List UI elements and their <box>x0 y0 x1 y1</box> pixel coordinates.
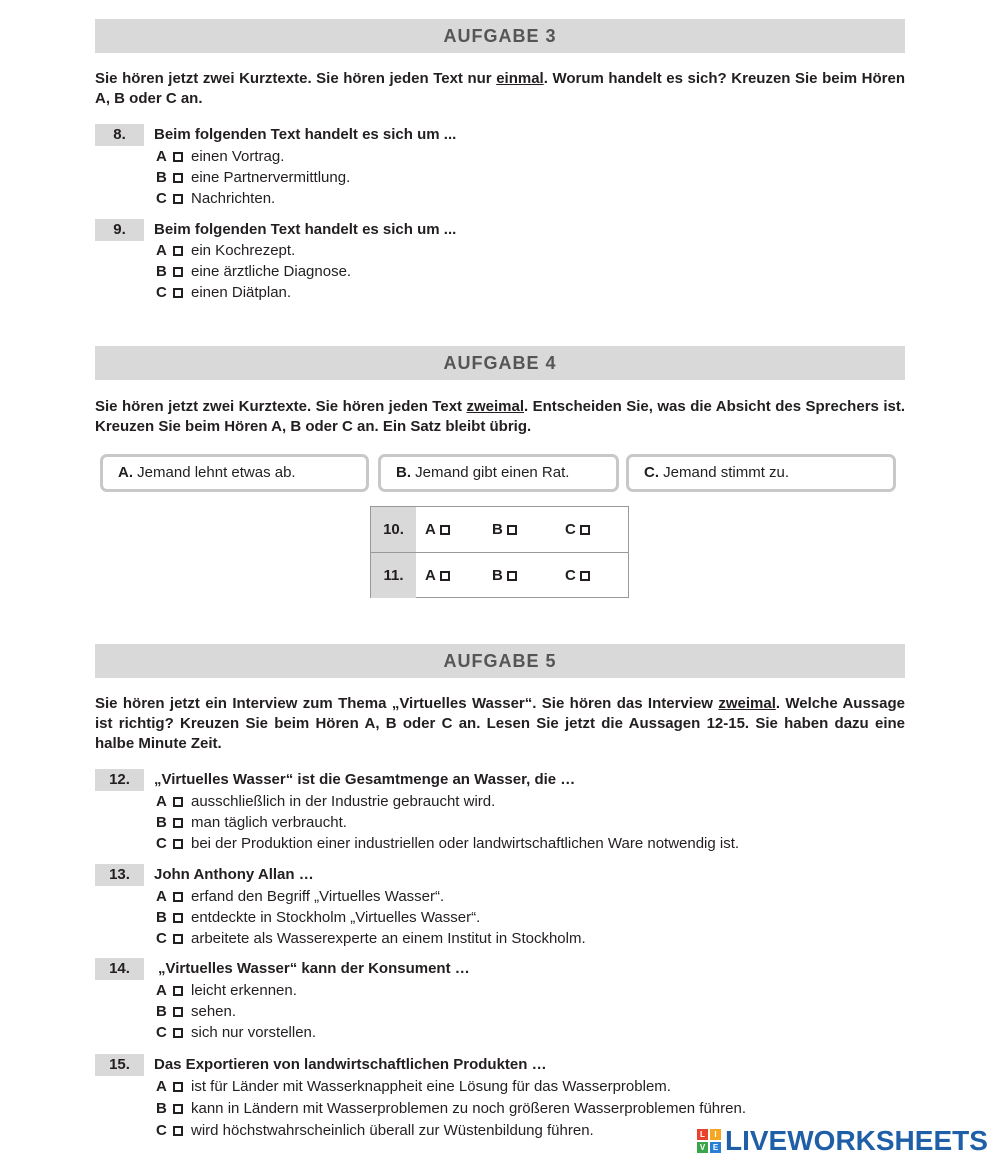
question-15-option-a[interactable]: A ist für Länder mit Wasserknappheit eine Lösung für das Wasserproblem. <box>156 1078 671 1095</box>
question-13-number: 13. <box>95 864 144 886</box>
checkbox-icon[interactable] <box>173 1028 183 1038</box>
checkbox-icon[interactable] <box>173 934 183 944</box>
choice-b-box: B. Jemand gibt einen Rat. <box>378 454 619 492</box>
checkbox-icon[interactable] <box>173 913 183 923</box>
answer-10-option-c[interactable]: C <box>565 507 598 552</box>
logo-grid-icon: L I V E <box>697 1129 721 1153</box>
question-9-option-c[interactable]: C einen Diätplan. <box>156 284 292 301</box>
question-9-option-a[interactable]: A ein Kochrezept. <box>156 242 296 259</box>
checkbox-icon[interactable] <box>173 797 183 807</box>
answer-row-number: 11. <box>371 553 416 598</box>
checkbox-icon[interactable] <box>173 267 183 277</box>
answer-row-number: 10. <box>371 507 416 552</box>
answer-row-11 <box>371 552 628 598</box>
question-8-number: 8. <box>95 124 144 146</box>
answer-row-10 <box>371 507 628 552</box>
aufgabe-4-title: AUFGABE 4 <box>95 346 905 380</box>
checkbox-icon[interactable] <box>507 571 517 581</box>
question-14-number: 14. <box>95 958 144 980</box>
answer-10-option-a[interactable]: A <box>425 507 458 552</box>
checkbox-icon[interactable] <box>173 194 183 204</box>
question-9-text: Beim folgenden Text handelt es sich um ... <box>154 221 457 238</box>
question-12-option-b[interactable]: B man täglich verbraucht. <box>156 814 347 831</box>
question-13-option-b[interactable]: B entdeckte in Stockholm „Virtuelles Wasser“. <box>156 909 481 926</box>
liveworksheets-logo <box>697 1124 988 1158</box>
answer-11-option-b[interactable]: B <box>492 553 525 598</box>
checkbox-icon[interactable] <box>440 571 450 581</box>
question-9-number: 9. <box>95 219 144 241</box>
question-15-number: 15. <box>95 1054 144 1076</box>
choice-a-box: A. Jemand lehnt etwas ab. <box>100 454 369 492</box>
answer-10-option-b[interactable]: B <box>492 507 525 552</box>
checkbox-icon[interactable] <box>173 173 183 183</box>
question-14-option-b[interactable]: B sehen. <box>156 1003 237 1020</box>
aufgabe-4-instructions: Sie hören jetzt zwei Kurztexte. Sie hören jeden Text zweimal. Entscheiden Sie, was die Absicht des Sprechers ist. Kreuzen Sie beim Hören A, B oder C an. Ein Satz bleibt übrig. <box>95 398 905 435</box>
question-14-option-a[interactable]: A leicht erkennen. <box>156 982 297 999</box>
checkbox-icon[interactable] <box>173 1126 183 1136</box>
question-8-option-a[interactable]: A einen Vortrag. <box>156 148 285 165</box>
checkbox-icon[interactable] <box>173 892 183 902</box>
question-13-option-c[interactable]: C arbeitete als Wasserexperte an einem Institut in Stockholm. <box>156 930 586 947</box>
question-15-option-b[interactable]: B kann in Ländern mit Wasserproblemen zu noch größeren Wasserproblemen führen. <box>156 1100 746 1117</box>
answer-11-option-c[interactable]: C <box>565 553 598 598</box>
aufgabe-3-title: AUFGABE 3 <box>95 19 905 53</box>
question-8-option-c[interactable]: C Nachrichten. <box>156 190 276 207</box>
checkbox-icon[interactable] <box>173 152 183 162</box>
question-15-text: Das Exportieren von landwirtschaftlichen Produkten … <box>154 1056 547 1073</box>
question-8-option-b[interactable]: B eine Partnervermittlung. <box>156 169 351 186</box>
question-12-text: „Virtuelles Wasser“ ist die Gesamtmenge an Wasser, die … <box>154 771 576 788</box>
checkbox-icon[interactable] <box>173 818 183 828</box>
checkbox-icon[interactable] <box>173 1007 183 1017</box>
checkbox-icon[interactable] <box>440 525 450 535</box>
choice-c-box: C. Jemand stimmt zu. <box>626 454 896 492</box>
question-14-text: „Virtuelles Wasser“ kann der Konsument … <box>158 960 470 977</box>
checkbox-icon[interactable] <box>173 1082 183 1092</box>
aufgabe-5-title: AUFGABE 5 <box>95 644 905 678</box>
question-8-text: Beim folgenden Text handelt es sich um ... <box>154 126 457 143</box>
question-9-option-b[interactable]: B eine ärztliche Diagnose. <box>156 263 352 280</box>
checkbox-icon[interactable] <box>173 986 183 996</box>
question-12-number: 12. <box>95 769 144 791</box>
question-15-option-c[interactable]: C wird höchstwahrscheinlich überall zur Wüstenbildung führen. <box>156 1122 594 1139</box>
checkbox-icon[interactable] <box>580 571 590 581</box>
question-13-option-a[interactable]: A erfand den Begriff „Virtuelles Wasser“. <box>156 888 445 905</box>
checkbox-icon[interactable] <box>173 288 183 298</box>
question-14-option-c[interactable]: C sich nur vorstellen. <box>156 1024 317 1041</box>
question-12-option-c[interactable]: C bei der Produktion einer industriellen oder landwirtschaftlichen Ware notwendig ist. <box>156 835 740 852</box>
answer-table <box>370 506 629 598</box>
checkbox-icon[interactable] <box>173 839 183 849</box>
checkbox-icon[interactable] <box>173 246 183 256</box>
aufgabe-5-instructions: Sie hören jetzt ein Interview zum Thema „Virtuelles Wasser“. Sie hören das Interview zweimal. Welche Aussage ist richtig? Kreuzen Sie beim Hören A, B oder C an. Lesen Sie jetzt die Aussagen 12-15. Sie haben dazu eine halbe Minute Zeit. <box>95 695 905 752</box>
checkbox-icon[interactable] <box>173 1104 183 1114</box>
checkbox-icon[interactable] <box>507 525 517 535</box>
aufgabe-3-instructions: Sie hören jetzt zwei Kurztexte. Sie hören jeden Text nur einmal. Worum handelt es sich? Kreuzen Sie beim Hören A, B oder C an. <box>95 70 905 107</box>
logo-text: LIVEWORKSHEETS <box>725 1125 988 1156</box>
answer-11-option-a[interactable]: A <box>425 553 458 598</box>
question-13-text: John Anthony Allan … <box>154 866 314 883</box>
checkbox-icon[interactable] <box>580 525 590 535</box>
question-12-option-a[interactable]: A ausschließlich in der Industrie gebraucht wird. <box>156 793 496 810</box>
